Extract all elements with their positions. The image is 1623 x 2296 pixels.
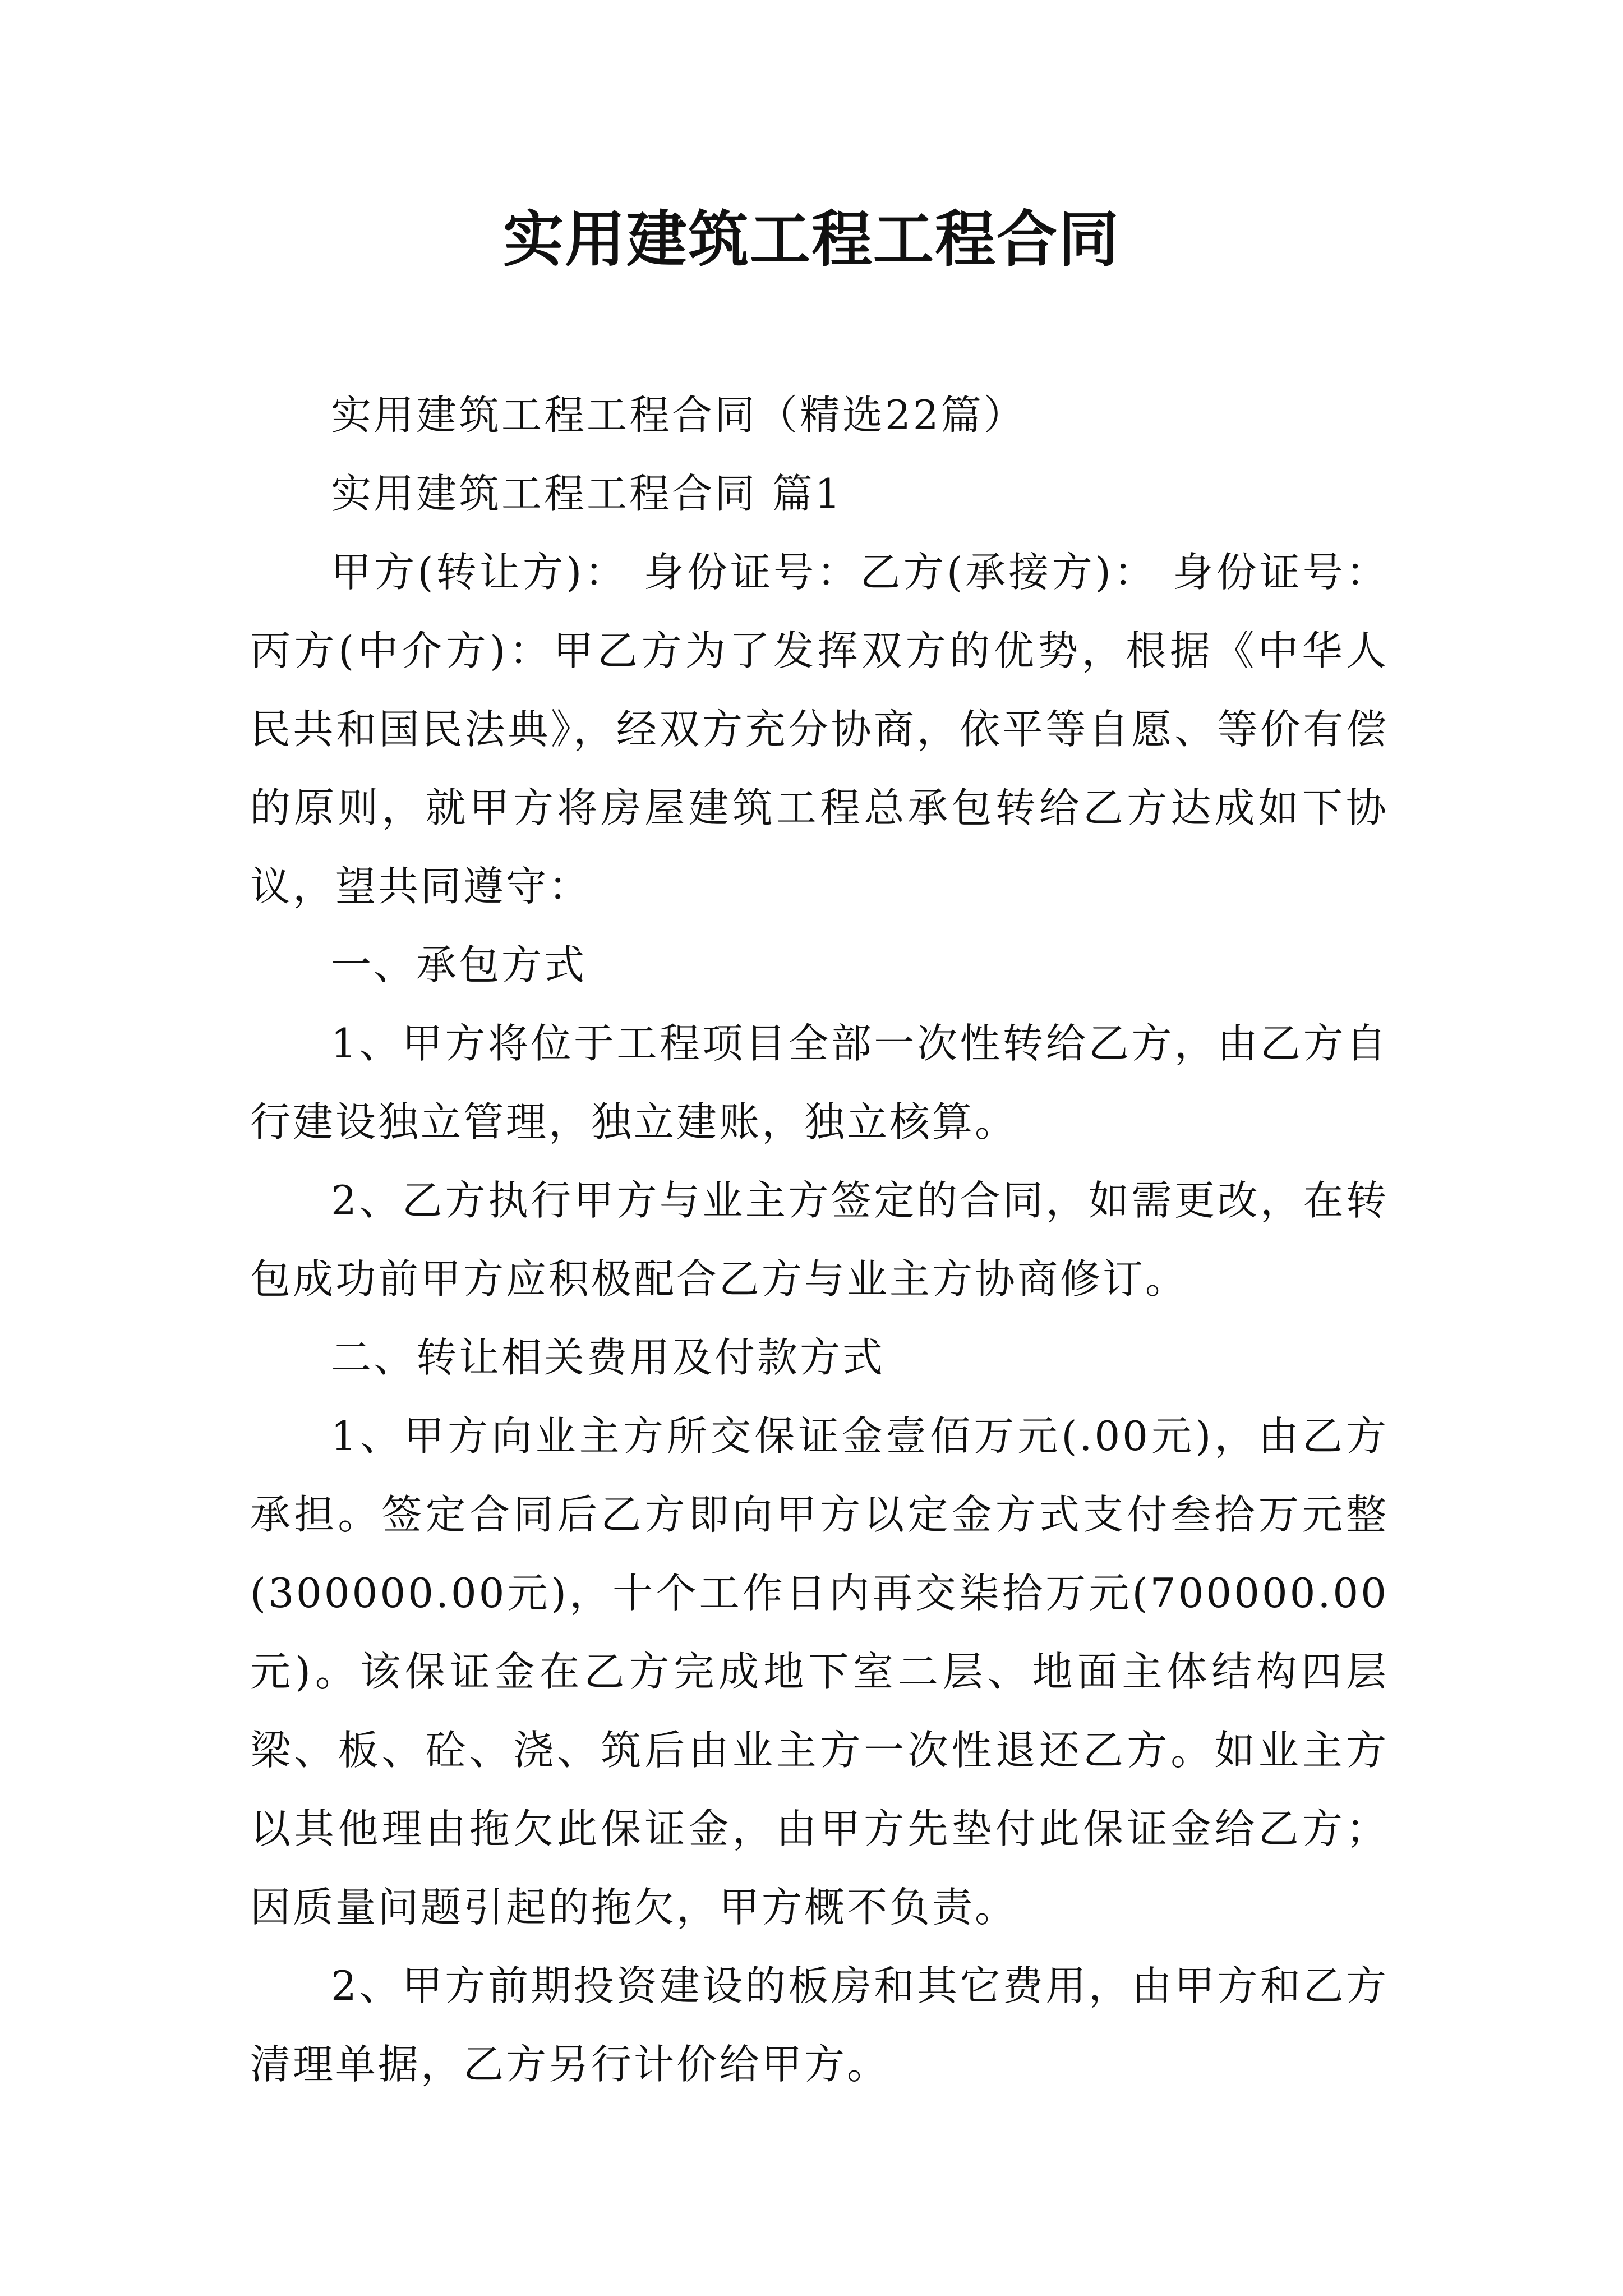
document-body [250,376,1389,2104]
paragraph-clause: 2、乙方执行甲方与业主方签定的合同，如需更改，在转包成功前甲方应积极配合乙方与业主方协商修订。 [250,1177,1389,1303]
paragraph-section-heading: 实用建筑工程工程合同 篇1 [331,470,843,517]
document-title: 实用建筑工程工程合同 [502,204,1120,275]
paragraph-parties: 甲方(转让方)： 身份证号：乙方(承接方)： 身份证号：丙方(中介方)：甲乙方为了发挥双方的优势，根据《中华人民共和国民法典》，经双方充分协商，依平等自愿、等价有偿的原则，就甲方将房屋建筑工程总承包转给乙方达成如下协议，望共同遵守： [250,549,1389,910]
paragraph-clause: 2、甲方前期投资建设的板房和其它费用，由甲方和乙方清理单据，乙方另行计价给甲方。 [250,1962,1389,2088]
paragraph-clause: 1、甲方向业主方所交保证金壹佰万元(.00元)，由乙方承担。签定合同后乙方即向甲方以定金方式支付叁拾万元整(300000.00元)，十个工作日内再交柒拾万元(700000.00元)。该保证金在乙方完成地下室二层、地面主体结构四层梁、板、砼、浇、筑后由业主方一次性退还乙方。如业主方以其他理由拖欠此保证金，由甲方先垫付此保证金给乙方；因质量问题引起的拖欠，甲方概不负责。 [250,1412,1389,1931]
paragraph-heading-fees: 二、转让相关费用及付款方式 [331,1334,886,1381]
paragraph-clause: 1、甲方将位于工程项目全部一次性转给乙方，由乙方自行建设独立管理，独立建账，独立核算。 [250,1020,1389,1145]
paragraph-heading-contract-method: 一、承包方式 [331,941,587,988]
paragraph-subtitle: 实用建筑工程工程合同（精选22篇） [331,392,1026,439]
